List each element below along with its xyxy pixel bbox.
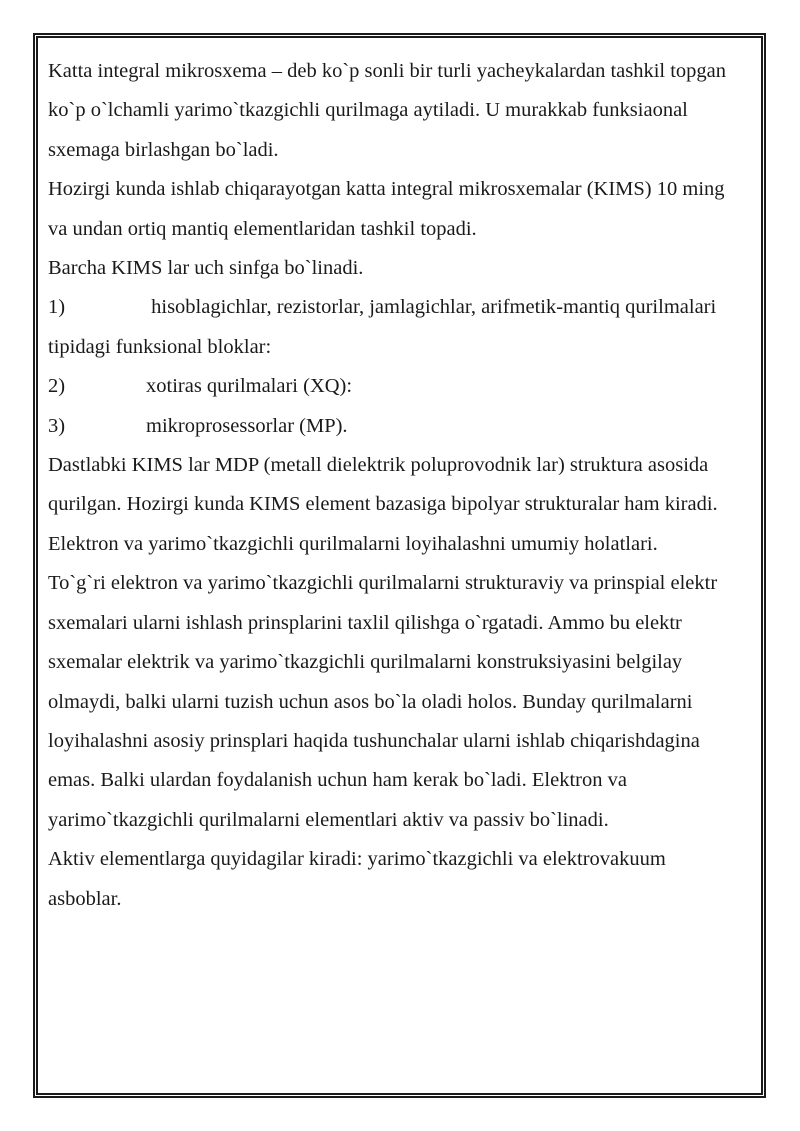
paragraph-kims-definition: Katta integral mikrosxema – deb ko`p sonli bir turli yacheykalardan tashkil topgan ko`p o`lchamli yarimo`tkazgichli qurilmaga aytiladi. U murakkab funksiaonal sxemaga birlashgan bo`ladi. [48, 60, 727, 161]
list-text: hisoblagichlar, rezistorlar, jamlagichlar, arifmetik-mantiq qurilmalari tipidagi funksional bloklar: [48, 296, 717, 358]
document-body [48, 52, 738, 919]
list-item [48, 367, 738, 406]
list-item [48, 288, 738, 367]
list-text: xotiras qurilmalari (XQ): [146, 375, 353, 398]
list-number: 3) [48, 414, 66, 437]
paragraph-kims-current: Hozirgi kunda ishlab chiqarayotgan katta integral mikrosxemalar (KIMS) 10 ming va undan ortiq mantiq elementlaridan tashkil topadi. [48, 178, 725, 240]
list-number: 1) [48, 296, 66, 319]
paragraph-kims-classes: Barcha KIMS lar uch sinfga bo`linadi. [48, 257, 364, 280]
paragraph-active-elements: Aktiv elementlarga quyidagilar kiradi: yarimo`tkazgichli va elektrovakuum asboblar. [48, 848, 666, 910]
section-heading-design: Elektron va yarimo`tkazgichli qurilmalarni loyihalashni umumiy holatlari. [48, 532, 658, 555]
list-text: mikroprosessorlar (MP). [146, 414, 348, 437]
list-item [48, 407, 738, 446]
paragraph-design-principles: To`g`ri elektron va yarimo`tkazgichli qurilmalarni strukturaviy va prinspial elektr sxemalari ularni ishlash prinsplarini taxlil qilishga o`rgatadi. Ammo bu elektr sxemalar elektrik va yarimo`tkazgichli qurilmalarni konstruksiyasini belgilay olmaydi, balki ularni tuzish uchun asos bo`la oladi holos. Bunday qurilmalarni loyihalashni asosiy prinsplari haqida tushunchalar ularni ishlab chiqarishdagina emas. Balki ulardan foydalanish uchun ham kerak bo`ladi. Elektron va yarimo`tkazgichli qurilmalarni elementlari aktiv va passiv bo`linadi. [48, 572, 718, 831]
list-number: 2) [48, 375, 66, 398]
paragraph-mdp-structure: Dastlabki KIMS lar MDP (metall dielektrik poluprovodnik lar) struktura asosida qurilgan. Hozirgi kunda KIMS element bazasiga bipolyar strukturalar ham kiradi. [48, 454, 718, 516]
